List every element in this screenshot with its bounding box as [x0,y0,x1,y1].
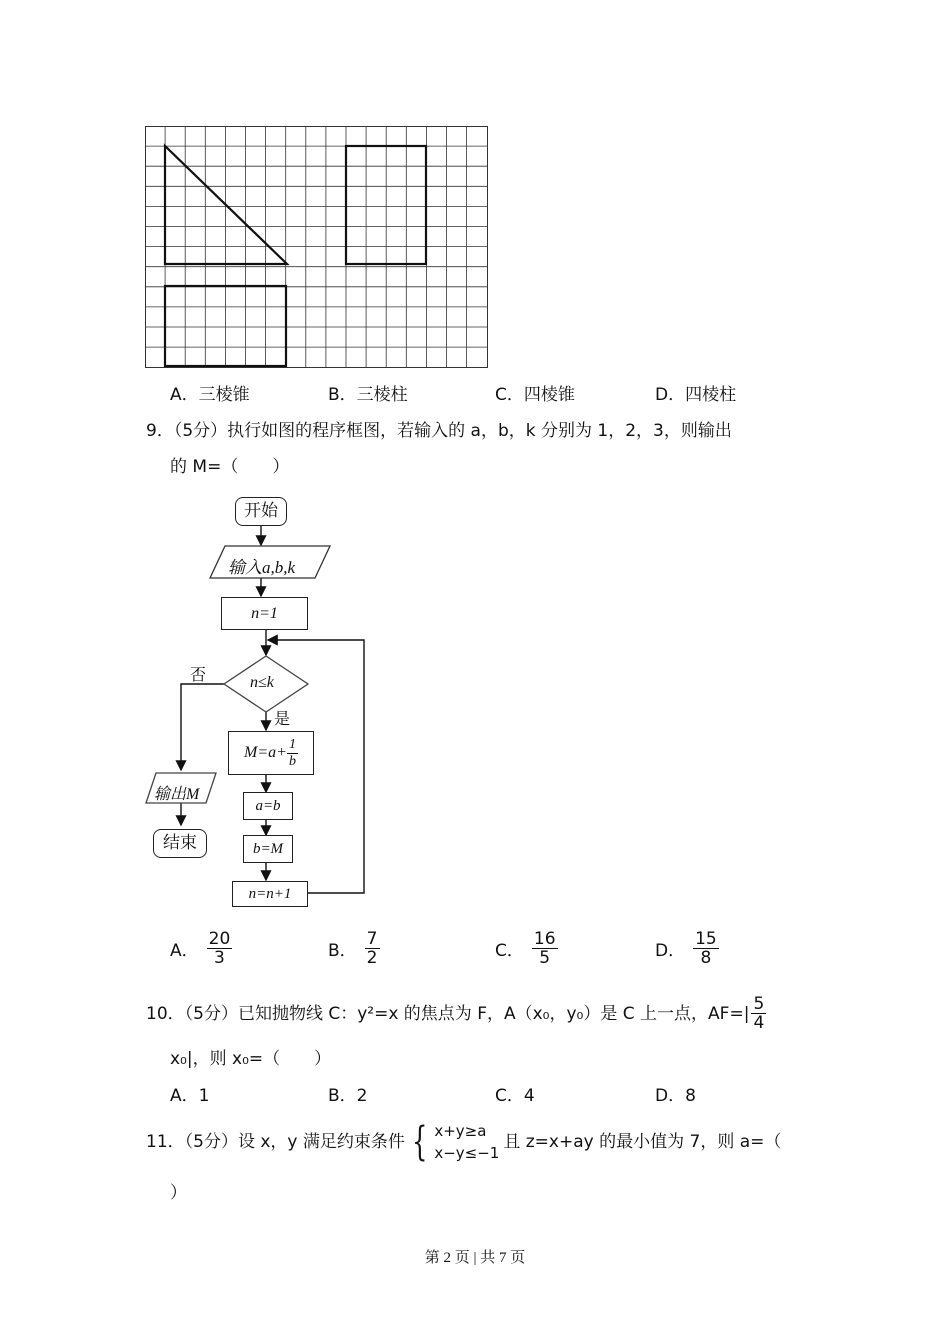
q9-option-d[interactable]: D． $\frac{15}{8}$ [655,929,717,968]
input-label: 输入a,b,k [228,558,296,577]
assign-a-box: a=b [243,792,293,820]
assign-b-box: b=M [243,835,293,863]
q10-stem-line2: x₀|，则 x₀=（ ） [170,1049,332,1069]
q8-option-c[interactable]: C．四棱锥 [495,385,575,405]
q10-stem-line1: 10．（5分）已知抛物线 C：y²=x 的焦点为 F，A（x₀，y₀）是 C 上一点，AF=| $\frac{5}{4}$ [146,994,765,1033]
q10-option-c[interactable]: C．4 [495,1086,535,1106]
yes-label: 是 [274,709,291,728]
q11-stem-line2: ） [170,1183,187,1203]
q9-option-c[interactable]: C． $\frac{16}{5}$ [495,929,556,968]
q9-option-b[interactable]: B． $\frac{7}{2}$ [328,929,378,968]
constraint-1: x+y≥a [434,1122,487,1140]
output-label: 输出M [154,786,200,803]
assign-m-box: M=a+ $\frac{1}{b}$ [228,731,314,775]
q9-stem-line2: 的 M=（ ） [170,457,290,477]
increment-n-box: n=n+1 [232,881,308,907]
condition-label: n≤k [250,674,274,691]
end-terminal: 结束 [153,829,207,858]
constraint-2: x−y≤−1 [434,1144,500,1162]
q10-option-d[interactable]: D．8 [655,1086,696,1106]
q10-option-a[interactable]: A．1 [170,1086,210,1106]
page-footer: 第 2 页 | 共 7 页 [424,1250,526,1266]
constraint-brace: { [411,1119,428,1165]
no-label: 否 [190,665,207,684]
q9-stem-line1: 9．（5分）执行如图的程序框图，若输入的 a，b，k 分别为 1，2，3，则输出 [146,421,732,441]
q11-stem-line1: 11．（5分）设 x，y 满足约束条件 { x+y≥a x−y≤−1 且 z=x+ay 的最小值为 7，则 a=（ [146,1119,782,1165]
q8-option-b[interactable]: B．三棱柱 [328,385,408,405]
init-box: n=1 [221,597,308,630]
three-view-grid-figure [145,126,489,370]
q8-option-a[interactable]: A．三棱锥 [170,385,250,405]
start-terminal: 开始 [235,497,287,526]
q8-option-d[interactable]: D．四棱柱 [655,385,737,405]
q10-option-b[interactable]: B．2 [328,1086,368,1106]
q9-option-a[interactable]: A． $\frac{20}{3}$ [170,929,231,968]
